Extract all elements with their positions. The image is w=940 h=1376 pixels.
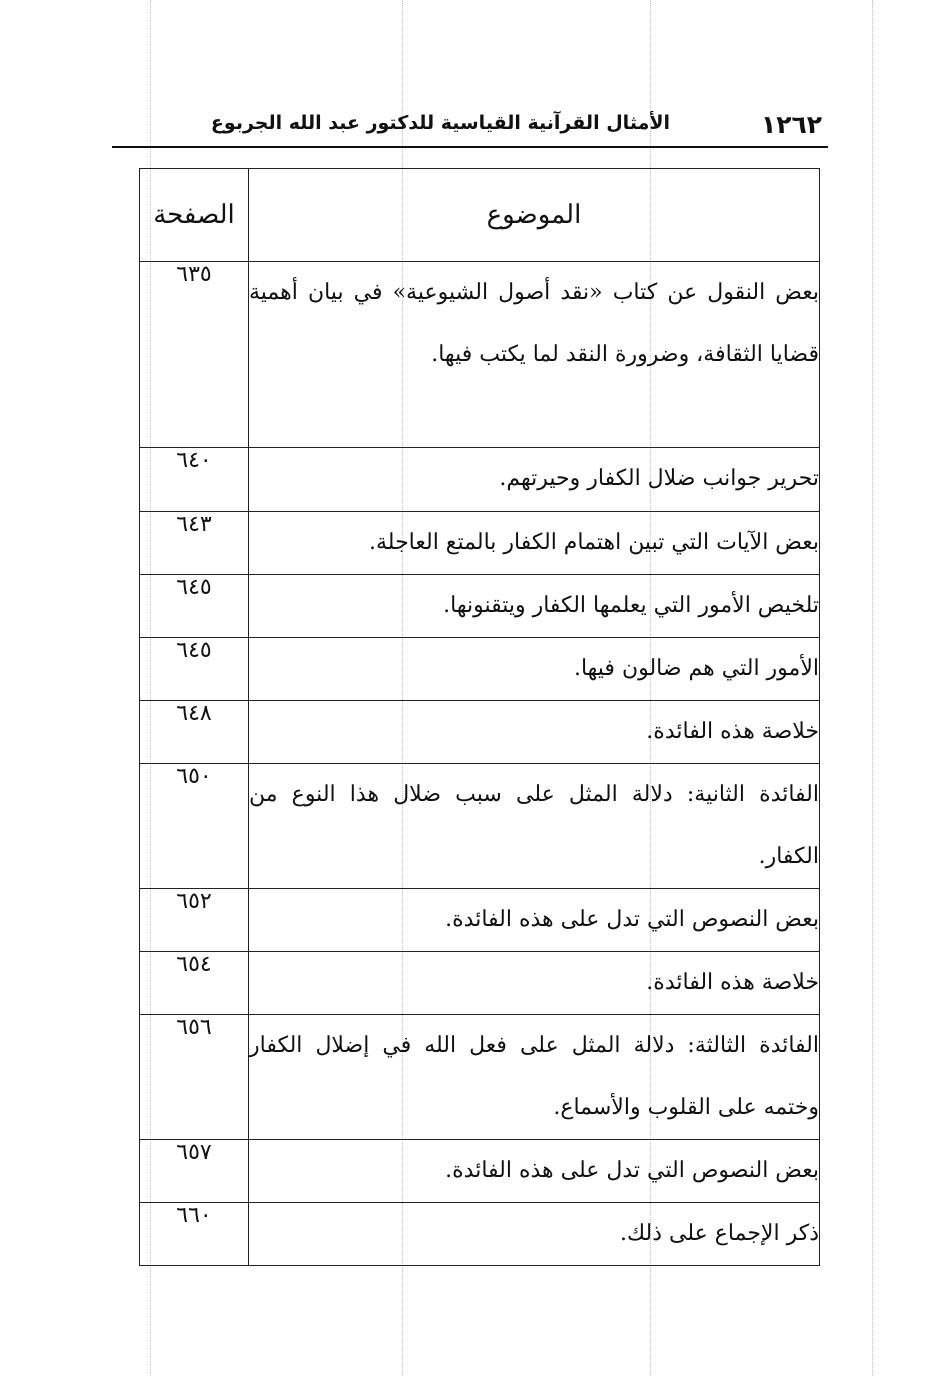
row-subject: بعض النصوص التي تدل على هذه الفائدة. bbox=[249, 1140, 820, 1203]
table-row bbox=[140, 764, 820, 889]
row-subject: بعض النصوص التي تدل على هذه الفائدة. bbox=[249, 889, 820, 952]
row-page: ٦٥٤ bbox=[140, 952, 249, 1015]
row-subject: الفائدة الثانية: دلالة المثل على سبب ضلال هذا النوع من الكفار. bbox=[249, 764, 820, 889]
row-subject: خلاصة هذه الفائدة. bbox=[249, 952, 820, 1015]
row-page: ٦٤٣ bbox=[140, 512, 249, 575]
row-subject: تحرير جوانب ضلال الكفار وحيرتهم. bbox=[249, 448, 820, 512]
row-page: ٦٥٧ bbox=[140, 1140, 249, 1203]
row-subject: تلخيص الأمور التي يعلمها الكفار ويتقنونها. bbox=[249, 575, 820, 638]
row-subject: الفائدة الثالثة: دلالة المثل على فعل الله في إضلال الكفار وختمه على القلوب والأسماع. bbox=[249, 1015, 820, 1140]
row-page: ٦٥٠ bbox=[140, 764, 249, 889]
table-header-row bbox=[140, 169, 820, 262]
index-table bbox=[139, 168, 820, 1266]
table-row bbox=[140, 701, 820, 764]
table-row bbox=[140, 1140, 820, 1203]
table-row bbox=[140, 638, 820, 701]
table-row bbox=[140, 575, 820, 638]
row-subject: الأمور التي هم ضالون فيها. bbox=[249, 638, 820, 701]
table-row bbox=[140, 512, 820, 575]
column-header-subject: الموضوع bbox=[249, 169, 820, 262]
row-page: ٦٦٠ bbox=[140, 1203, 249, 1266]
table-row bbox=[140, 889, 820, 952]
row-page: ٦٤٥ bbox=[140, 575, 249, 638]
row-page: ٦٥٦ bbox=[140, 1015, 249, 1140]
table-row bbox=[140, 1015, 820, 1140]
table-row bbox=[140, 448, 820, 512]
row-subject: بعض النقول عن كتاب «نقد أصول الشيوعية» في بيان أهمية قضايا الثقافة، وضرورة النقد لما يكتب فيها. bbox=[249, 262, 820, 448]
page-header bbox=[112, 108, 828, 148]
table-row bbox=[140, 262, 820, 448]
table-row bbox=[140, 952, 820, 1015]
row-page: ٦٤٨ bbox=[140, 701, 249, 764]
row-page: ٦٤٥ bbox=[140, 638, 249, 701]
scan-dotted-line bbox=[872, 0, 873, 1376]
row-subject: خلاصة هذه الفائدة. bbox=[249, 701, 820, 764]
running-title: الأمثال القرآنية القياسية للدكتور عبد الله الجربوع bbox=[210, 112, 670, 134]
row-page: ٦٣٥ bbox=[140, 262, 249, 448]
row-page: ٦٤٠ bbox=[140, 448, 249, 512]
page-number: ١٢٦٢ bbox=[760, 110, 822, 139]
table-row bbox=[140, 1203, 820, 1266]
row-subject: بعض الآيات التي تبين اهتمام الكفار بالمتع العاجلة. bbox=[249, 512, 820, 575]
row-page: ٦٥٢ bbox=[140, 889, 249, 952]
row-subject: ذكر الإجماع على ذلك. bbox=[249, 1203, 820, 1266]
column-header-page: الصفحة bbox=[140, 169, 249, 262]
